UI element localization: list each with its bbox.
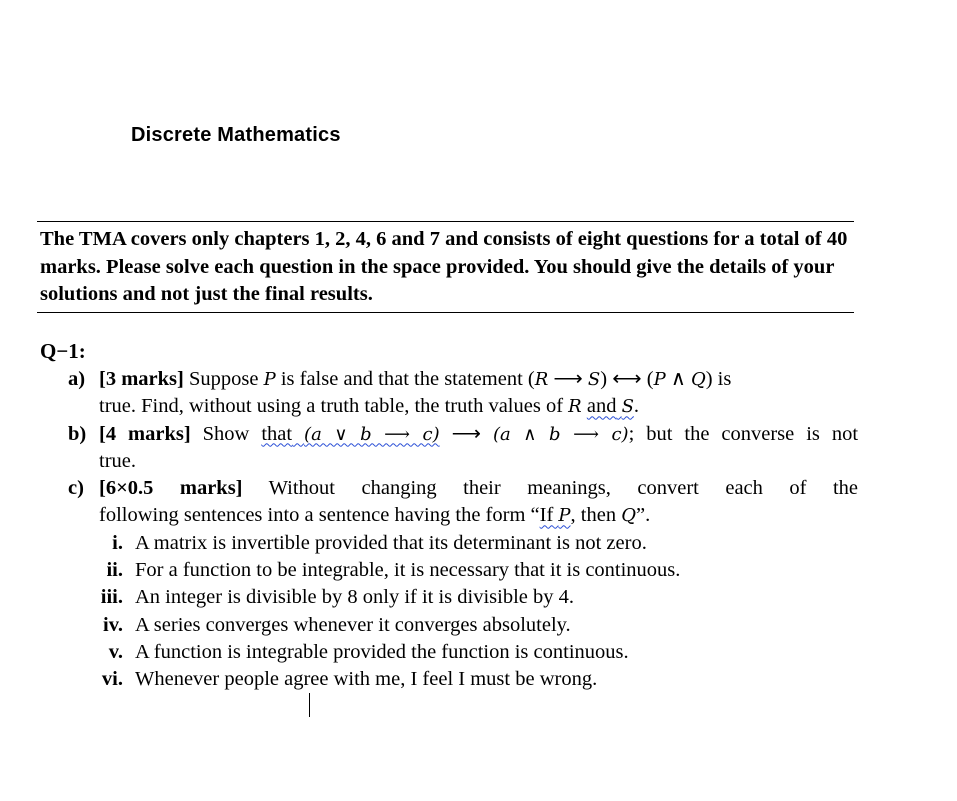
sentence-text: A function is integrable provided the function is continuous. — [135, 640, 629, 663]
part-c — [68, 475, 858, 693]
part-b-formula-2: (a ∧ b ⟶ c) — [492, 423, 629, 445]
sentence-label: ii. — [106, 559, 123, 582]
part-b-text: Show — [202, 422, 250, 445]
sentence-label: iii. — [100, 586, 123, 609]
part-a — [68, 366, 858, 421]
part-c-if-word: If P — [539, 504, 571, 527]
part-b-letter: b) — [68, 422, 87, 445]
part-b-arrow: ⟶ — [451, 422, 481, 445]
part-c-marks: [6×0.5 marks] — [99, 477, 243, 500]
sentence-text: An integer is divisible by 8 only if it is divisible by 4. — [135, 586, 575, 609]
part-a-text: is false and that the statement ( — [280, 368, 535, 390]
part-a-text: ) is — [705, 368, 732, 390]
sentence-list — [99, 530, 858, 694]
part-b-marks: [4 marks] — [99, 422, 191, 445]
part-b-formula-1: (a ∨ b ⟶ c) — [304, 423, 440, 445]
part-a-var-p2: P — [653, 369, 666, 390]
question-heading: Q−1: — [40, 339, 86, 363]
part-c-text: Without changing their meanings, convert each of the — [268, 477, 858, 500]
part-a-arrow: ⟶ — [553, 368, 583, 390]
part-a-letter: a) — [68, 368, 86, 390]
sentence-label: iv. — [103, 613, 123, 636]
part-b-line — [99, 421, 858, 448]
part-b-text: ; but the converse is not — [628, 422, 859, 445]
part-b-that-word: that (a ∨ b ⟶ c) — [261, 422, 440, 445]
part-b — [68, 421, 858, 476]
sentence-label: i. — [112, 531, 123, 554]
instructions-box: The TMA covers only chapters 1, 2, 4, 6 and 7 and consists of eight questions for a total of 40 marks. Please solve each question in the space provided. You should give the details of your solutions and not just the final results. — [37, 221, 854, 313]
part-c-var-p: P — [558, 505, 571, 527]
document-title: Discrete Mathematics — [131, 124, 341, 146]
sentence-text: For a function to be integrable, it is necessary that it is continuous. — [135, 559, 681, 582]
part-a-text: . — [633, 395, 640, 418]
sentence-item — [68, 612, 858, 639]
part-a-text: true. Find, without using a truth table, the truth values of — [99, 395, 564, 418]
part-c-text: , then — [570, 504, 617, 527]
part-c-text: following sentences into a sentence having the form “ — [99, 504, 540, 527]
part-b-text: true. — [99, 449, 136, 472]
part-a-text: ) — [600, 368, 608, 390]
part-a-and-word: and S — [586, 395, 634, 418]
sentence-item — [68, 584, 858, 611]
part-a-var-p: P — [263, 369, 276, 390]
sentence-item — [68, 639, 858, 666]
part-a-and-symbol: ∧ — [670, 368, 686, 390]
part-c-text: ”. — [635, 504, 651, 527]
question-parts — [68, 366, 858, 694]
sentence-label: v. — [108, 640, 123, 663]
part-a-var-s: S — [587, 369, 601, 390]
sentence-label: vi. — [101, 668, 123, 691]
part-a-text: ( — [646, 368, 654, 390]
part-a-var-r: R — [534, 369, 549, 390]
sentence-text: A series converges whenever it converges absolutely. — [135, 613, 571, 636]
part-a-marks: [3 marks] — [99, 368, 184, 390]
part-a-var-r2: R — [568, 396, 582, 418]
part-c-line — [99, 475, 858, 502]
sentence-item — [68, 530, 858, 557]
part-a-biconditional: ⟷ — [612, 368, 642, 390]
sentence-item — [68, 557, 858, 584]
sentence-item — [68, 666, 858, 693]
part-c-letter: c) — [68, 477, 84, 500]
part-c-var-q: Q — [621, 505, 636, 527]
part-a-var-s2: S — [621, 396, 634, 418]
part-a-var-q: Q — [690, 369, 706, 390]
sentence-text: A matrix is invertible provided that its determinant is not zero. — [135, 531, 647, 554]
sentence-text: Whenever people agree with me, I feel I must be wrong. — [135, 668, 598, 691]
part-a-text: Suppose — [188, 368, 259, 390]
text-cursor[interactable] — [309, 693, 310, 717]
